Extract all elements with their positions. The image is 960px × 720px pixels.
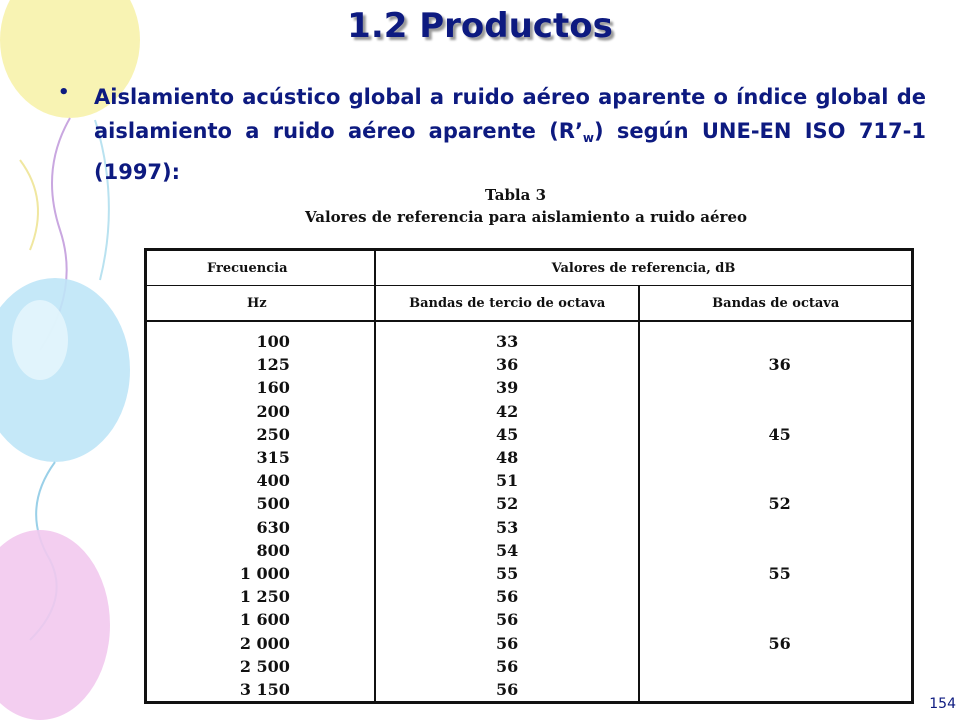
octave-cell	[639, 608, 912, 631]
table-row	[146, 423, 913, 446]
octave-cell: 55	[768, 564, 791, 584]
bullet-text	[94, 80, 926, 189]
table-row	[146, 655, 913, 678]
slide-title: 1.2 Productos	[347, 6, 613, 46]
octave-cell	[639, 516, 912, 539]
table-row	[146, 585, 913, 608]
table-row	[146, 321, 913, 353]
pink-balloon	[0, 530, 110, 720]
octave-cell: 52	[768, 494, 791, 514]
frequency-cell: 1 600	[146, 608, 375, 631]
table-row	[146, 492, 913, 515]
frequency-cell: 315	[146, 446, 375, 469]
third-octave-cell: 51	[375, 469, 640, 492]
table-row	[146, 400, 913, 423]
octave-cell	[639, 446, 912, 469]
table-row	[146, 469, 913, 492]
third-octave-cell: 53	[375, 516, 640, 539]
octave-cell	[639, 539, 912, 562]
table-subheader-row	[146, 286, 913, 322]
third-octave-cell: 36	[375, 353, 640, 376]
octave-cell: 45	[768, 424, 791, 444]
frequency-cell: 200	[146, 400, 375, 423]
table-row	[146, 446, 913, 469]
octave-cell: 36	[768, 355, 791, 375]
bullet-main-text: Aislamiento acústico global a ruido aéreo aparente o índice global de aislamiento a ruido aéreo aparente (R’	[94, 85, 926, 143]
third-octave-cell: 42	[375, 400, 640, 423]
table-row	[146, 632, 913, 655]
third-octave-cell: 55	[375, 562, 640, 585]
third-octave-cell: 54	[375, 539, 640, 562]
octave-cell	[639, 655, 912, 678]
third-octave-cell: 56	[375, 655, 640, 678]
header-tercio: Bandas de tercio de octava	[375, 286, 640, 322]
octave-cell: 56	[768, 633, 791, 653]
octave-cell	[639, 400, 912, 423]
frequency-cell: 250	[146, 423, 375, 446]
header-octava: Bandas de octava	[639, 286, 912, 322]
third-octave-cell: 56	[375, 632, 640, 655]
third-octave-cell: 56	[375, 585, 640, 608]
third-octave-cell: 45	[375, 423, 640, 446]
third-octave-cell: 48	[375, 446, 640, 469]
frequency-cell: 160	[146, 376, 375, 399]
header-frecuencia: Frecuencia	[146, 250, 375, 286]
scanned-table-image	[140, 180, 916, 720]
third-octave-cell: 52	[375, 492, 640, 515]
third-octave-cell: 33	[375, 321, 640, 353]
table-row	[146, 562, 913, 585]
frequency-cell: 3 150	[146, 678, 375, 703]
frequency-cell: 125	[146, 353, 375, 376]
table-row	[146, 539, 913, 562]
bullet-end-text: ) según UNE-EN ISO 717-1 (1997):	[94, 119, 926, 184]
table-row	[146, 608, 913, 631]
frequency-cell: 500	[146, 492, 375, 515]
frequency-cell: 2 000	[146, 632, 375, 655]
table-header-row	[146, 250, 913, 286]
bullet-icon: •	[58, 82, 70, 103]
octave-cell	[639, 469, 912, 492]
table-caption: Tabla 3	[485, 186, 547, 204]
page-number: 154	[929, 696, 956, 712]
table-title: Valores de referencia para aislamiento a ruido aéreo	[305, 208, 748, 226]
third-octave-cell: 56	[375, 608, 640, 631]
blue-balloon	[0, 278, 130, 462]
octave-cell	[639, 678, 912, 703]
table-row	[146, 376, 913, 399]
octave-cell	[639, 321, 912, 353]
octave-cell	[639, 376, 912, 399]
header-hz: Hz	[146, 286, 375, 322]
third-octave-cell: 56	[375, 678, 640, 703]
reference-values-table	[144, 248, 914, 704]
bullet-subscript: w	[582, 131, 595, 145]
table-row	[146, 516, 913, 539]
bullet-point	[58, 80, 926, 189]
table-row	[146, 678, 913, 703]
third-octave-cell: 39	[375, 376, 640, 399]
frequency-cell: 400	[146, 469, 375, 492]
frequency-cell: 1 250	[146, 585, 375, 608]
table-row	[146, 353, 913, 376]
header-valores: Valores de referencia, dB	[375, 250, 913, 286]
octave-cell	[639, 585, 912, 608]
frequency-cell: 800	[146, 539, 375, 562]
frequency-cell: 630	[146, 516, 375, 539]
frequency-cell: 100	[146, 321, 375, 353]
frequency-cell: 1 000	[146, 562, 375, 585]
frequency-cell: 2 500	[146, 655, 375, 678]
